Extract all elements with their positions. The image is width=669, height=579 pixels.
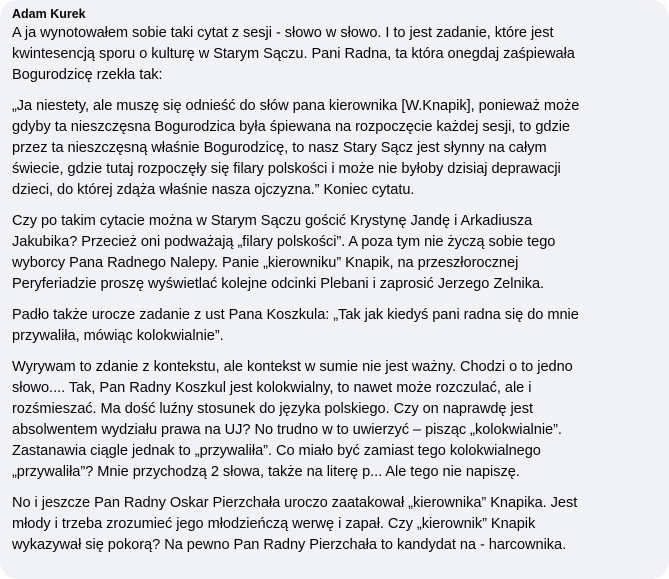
comment-paragraph: Padło także urocze zadanie z ust Pana Koszkula: „Tak jak kiedyś pani radna się do mnie przywaliła, mówiąc kolokwialnie”. [12, 307, 579, 344]
comment-paragraph: Wyrywam to zdanie z kontekstu, ale kontekst w sumie nie jest ważny. Chodzi o to jedno słowo.... Tak, Pan Radny Koszkul jest kolokwialny, to nawet może rozczulać, ale i rozśmieszać. Ma dość luźny stosunek do języka polskiego. Czy on naprawdę jest absolwentem wydziału prawa na UJ? No trudno w to uwierzyć – pisząc „kolokwialnie”. Zastanawia ciągle jednak to „przywaliła”. Co miało być zamiast tego kolokwialnego „przywaliła”? Mnie przychodzą 2 słowa, także na literę p... Ale tego nie napiszę. [12, 359, 573, 480]
comment-paragraph: Czy po takim cytacie można w Starym Sączu gościć Krystynę Jandę i Arkadiusza Jakubika? Przecież oni podważają „filary polskości”. A poza tym nie życzą sobie tego wyborcy Pana Radnego Nalepy. Panie „kierowniku” Knapik, na przeszłorocznej Peryferiadzie proszę wyświetlać kolejne odcinki Plebani i zaprosić Jerzego Zelnika. [12, 213, 556, 292]
comment-author-name[interactable]: Adam Kurek [12, 7, 86, 21]
comment-paragraph: No i jeszcze Pan Radny Oskar Pierzchała uroczo zaatakował „kierownika” Knapika. Jest młody i trzeba zrozumieć jego młodzieńczą werwę i zapał. Czy „kierownik” Knapik wykazywał się pokorą? Na pewno Pan Radny Pierzchała to kandydat na - harcownika. [12, 495, 578, 553]
comment-paragraph: A ja wynotowałem sobie taki cytat z sesji - słowo w słowo. I to jest zadanie, które jest kwintesencją sporu o kulturę w Starym Sączu. Pani Radna, ta która onegdaj zaśpiewała Bogurodzicę rzekła tak: [12, 25, 575, 83]
comment-paragraph: „Ja niestety, ale muszę się odnieść do słów pana kierownika [W.Knapik], ponieważ może gdyby ta nieszczęsna Bogurodzica była śpiewana na rozpoczęcie każdej sesji, to gdzie przez ta nieszczęsną właśnie Bogurodzicę, to nasz Stary Sącz jest słynny na całym świecie, gdzie tutaj rozpoczęły się filary polskości i może nie byłoby dzisiaj deprawacji dzieci, do której zdąża właśnie nasza ojczyzna.” Koniec cytatu. [12, 98, 580, 198]
comment-body [12, 23, 659, 556]
